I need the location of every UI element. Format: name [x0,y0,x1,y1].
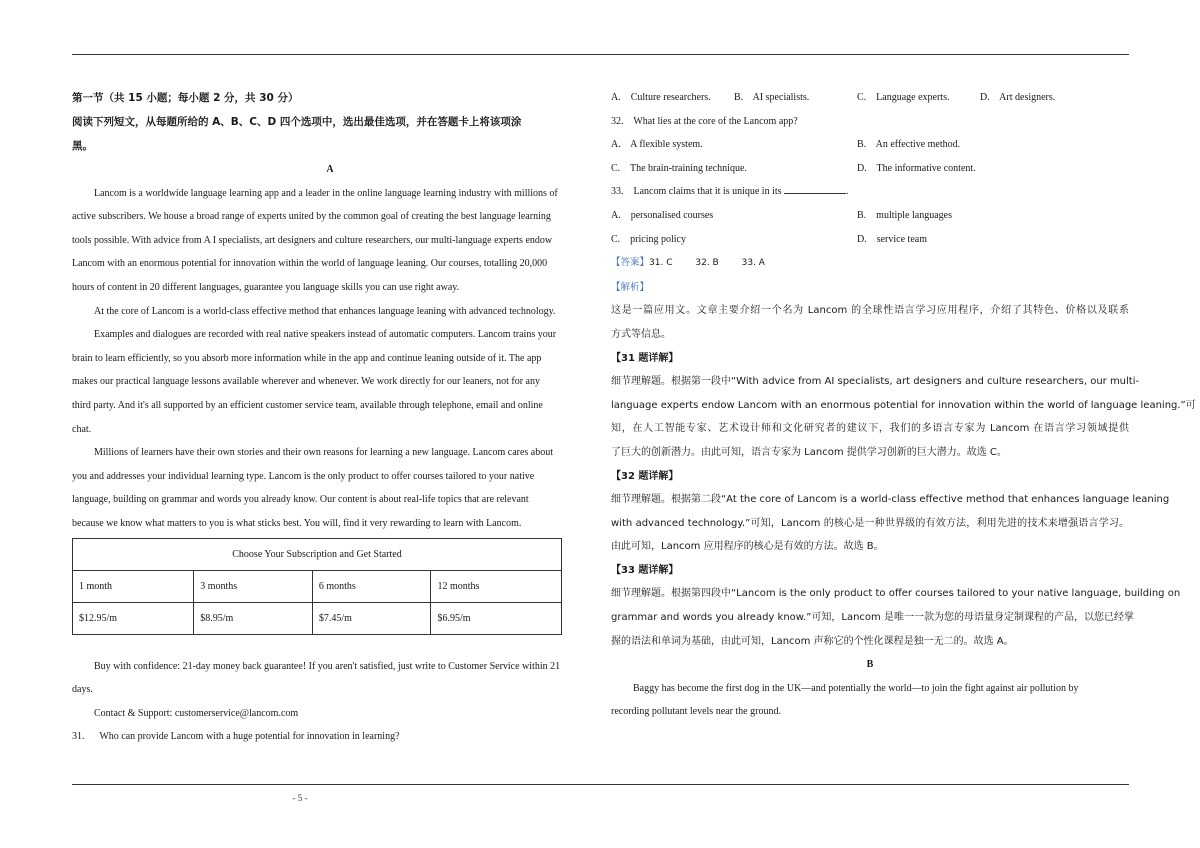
para1-line: tools possible. With advice from A I specialists, art designers and culture researchers, our multi-language experts endow [72,234,553,246]
passage-b-line: recording pollutant levels near the ground. [611,706,781,718]
guarantee-line-1: Buy with confidence: 21-day money back guarantee! If you aren't satisfied, just write to Customer Service within 21 [94,660,561,672]
option-b: B. multiple languages [857,209,952,221]
table-cell: 3 months [194,570,313,602]
detail-31-line: 了巨大的创新潜力。由此可知，语言专家为 Lancom 提供学习创新的巨大潜力。故选 C。 [611,446,1007,458]
answer-tag: 【答案】 [611,257,650,269]
top-rule [72,54,1129,55]
q32-options-row-1 [611,133,1129,157]
detail-32-line: 由此可知，Lancom 应用程序的核心是有效的方法。故选 B。 [611,541,884,553]
para4-line: language, building on grammar and words you already know. Our content is about real-life topics that are relevant [72,494,529,506]
detail-31-line: 细节理解题。根据第一段中“With advice from AI specialists, art designers and culture researchers, our multi- [611,376,1140,388]
para3-line: chat. [72,423,92,435]
detail-33-line: grammar and words you already know.”可知，Lancom 是唯一一款为您的母语量身定制课程的产品，以您已经掌 [611,612,1134,624]
option-d: D. Art designers. [980,92,1056,103]
table-cell: 12 months [431,570,562,602]
detail-32-title: 【32 题详解】 [611,470,679,482]
passage-a-letter: A [326,164,334,175]
table-cell: $12.95/m [73,602,194,634]
para1-line: hours of content in 20 different languages, guarantee you language skills you can use right away. [72,281,460,293]
detail-33-line: 握的语法和单词为基础，由此可知，Lancom 声称它的个性化课程是独一无二的。故选 A。 [611,635,1014,647]
table-cell: $6.95/m [431,602,562,634]
para4-line: because we know what matters to you is what sticks best. You will, find it very rewarding to learn with Lancom. [72,517,522,529]
option-d: D. service team [857,233,927,245]
summary-line: 这是一篇应用文。文章主要介绍一个名为 Lancom 的全球性语言学习应用程序，介绍了其特色、价格以及联系 [611,305,1129,317]
left-column [72,86,588,749]
para1-line: active subscribers. We house a broad range of experts united by the common goal of creating the best language learning [72,211,551,223]
analysis-line [611,276,1129,300]
table-row [73,570,562,602]
para3-line: third party. And it's all supported by an efficient customer service team, available through telephone, email and online [72,399,543,411]
detail-31-line: 知，在人工智能专家、艺术设计师和文化研究者的建议下，我们的多语言专家为 Lancom 在语言学习领域提供 [611,423,1129,435]
detail-33-line: 细节理解题。根据第四段中“Lancom is the only product to offer courses tailored to your native language, building on [611,588,1181,600]
bottom-rule [72,784,1129,785]
para3-line: makes our practical language lessons available wherever and whenever. We work directly for our leaners, not for any [72,376,540,388]
para1-line: Lancom with an enormous potential for innovation within the world of language leaning. Our courses, totalling 20,000 [72,258,548,270]
passage-b-letter: B [866,659,874,671]
table-cell: 6 months [312,570,431,602]
table-row [73,602,562,634]
instructions-line-2: 黑。 [72,140,93,152]
detail-31-line: language experts endow Lancom with an enormous potential for innovation within the world of language leaning.”可 [611,399,1196,411]
passage-b-line: Baggy has become the first dog in the UK—and potentially the world—to join the fight against air pollution by [633,682,1079,694]
answer-blank [784,184,846,194]
answer-text: 31. C 32. B 33. A [649,258,765,269]
option-a: A. Culture researchers. [611,92,711,103]
page-number: - 5 - [292,793,308,803]
q33-options-row-1 [611,204,1129,228]
table-cell: $7.45/m [312,602,431,634]
q32-options-row-2 [611,157,1129,181]
para4-line: Millions of learners have their own stories and their own reasons for learning a new language. Lancom cares about [94,447,554,459]
para1-line: Lancom is a worldwide language learning app and a leader in the online language learning industry with millions of [94,187,558,199]
option-c: C. The brain-training technique. [611,162,747,174]
question-31: 31. Who can provide Lancom with a huge potential for innovation in learning? [72,731,400,743]
question-33-period: . [846,186,849,198]
question-33 [611,180,1129,204]
detail-32-line: with advanced technology.”可知，Lancom 的核心是一种世界级的有效方法，利用先进的技术来增强语言学习。 [611,517,1129,529]
table-row [73,538,562,570]
option-c: C. Language experts. [857,92,950,103]
table-cell: 1 month [73,570,194,602]
answer-line [611,251,1129,276]
table-title: Choose Your Subscription and Get Started [73,538,562,570]
detail-33-title: 【33 题详解】 [611,564,679,576]
para4-line: you and addresses your individual learning type. Lancom is the only product to offer courses tailored to your native [72,470,535,482]
para3-line: brain to learn efficiently, so you absorb more information while in the app and continue leaning outside of it. The app [72,352,542,364]
instructions-line-1: 阅读下列短文，从每题所给的 A、B、C、D 四个选项中，选出最佳选项，并在答题卡上将该项涂 [72,116,522,128]
contact-line: Contact & Support: customerservice@lancom.com [94,707,299,719]
table-cell: $8.95/m [194,602,313,634]
option-c: C. pricing policy [611,233,686,245]
detail-32-line: 细节理解题。根据第二段“At the core of Lancom is a world-class effective method that enhances language leaning [611,494,1170,506]
option-a: A. A flexible system. [611,139,703,151]
subscription-table [72,538,562,635]
guarantee-line-2: days. [72,684,93,696]
para2-line: At the core of Lancom is a world-class effective method that enhances language leaning with advanced technology. [94,305,556,317]
option-b: B. AI specialists. [734,92,810,103]
option-a: A. personalised courses [611,209,714,221]
detail-31-title: 【31 题详解】 [611,352,679,364]
q31-options [611,86,1129,110]
right-column [611,86,1196,724]
analysis-tag: 【解析】 [611,281,650,293]
option-d: D. The informative content. [857,162,976,174]
para3-line: Examples and dialogues are recorded with real native speakers instead of automatic computers. Lancom trains your [94,329,557,341]
q33-options-row-2 [611,228,1129,252]
question-32: 32. What lies at the core of the Lancom app? [611,115,798,127]
option-b: B. An effective method. [857,139,961,151]
summary-line: 方式等信息。 [611,328,671,340]
question-33-text: 33. Lancom claims that it is unique in its [611,186,782,198]
section-heading: 第一节（共 15 小题；每小题 2 分，共 30 分） [72,92,299,104]
